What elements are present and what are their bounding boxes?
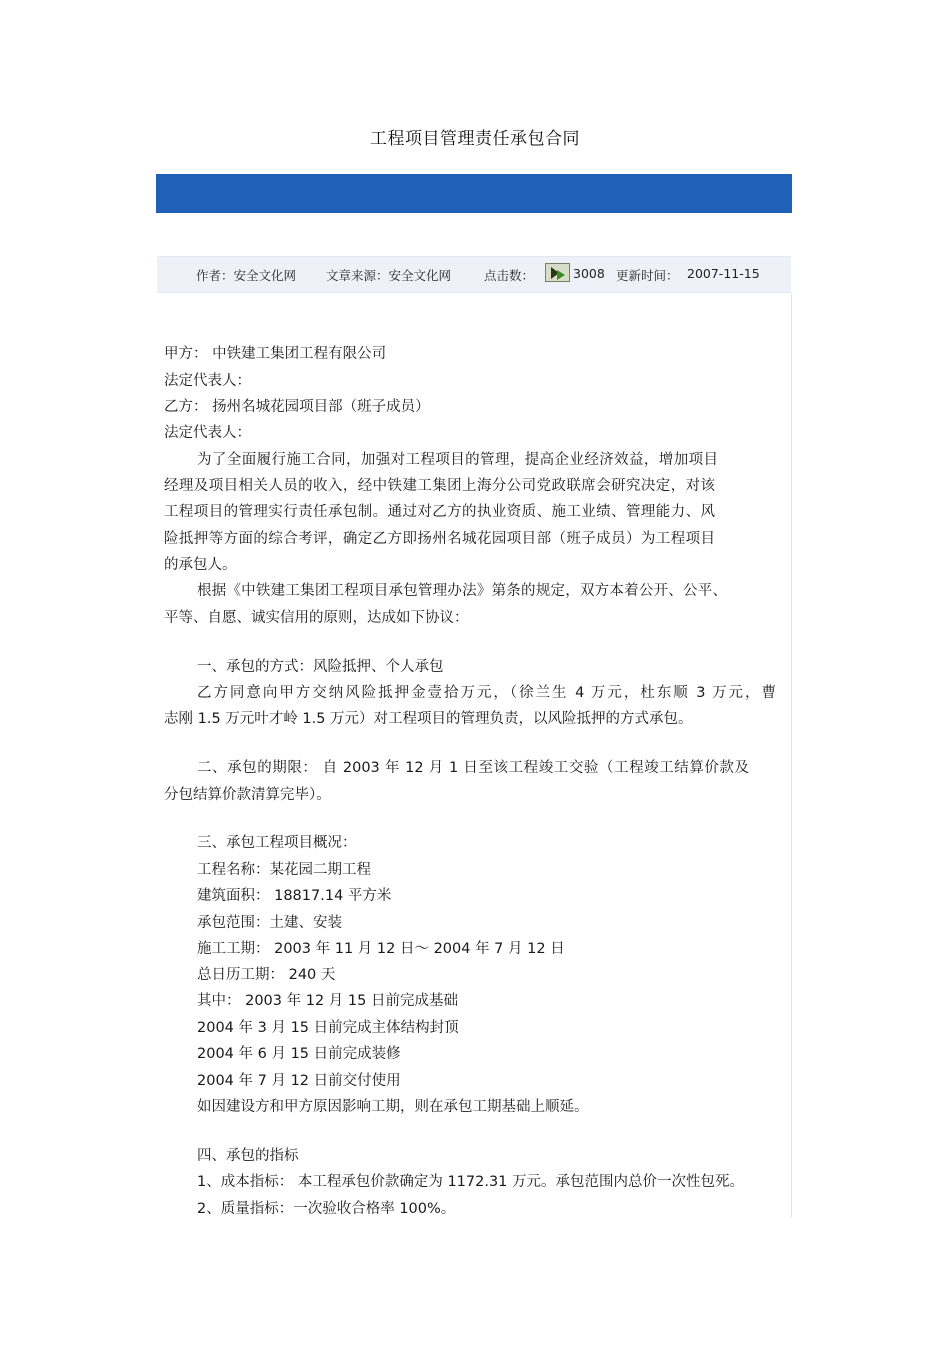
page-title: 工程项目管理责任承包合同: [370, 129, 580, 149]
article-meta-bar: [157, 256, 791, 293]
section-line: 分包结算价款清算完毕）。: [164, 787, 331, 803]
party-a: 甲方： 中铁建工集团工程有限公司: [164, 346, 387, 362]
hits-count: 3008: [573, 266, 605, 281]
intro-line: 的承包人。: [164, 557, 237, 573]
basis-line: 平等、自愿、诚实信用的原则，达成如下协议：: [164, 610, 469, 626]
section-line: 2004 年 6 月 15 日前完成装修: [197, 1046, 401, 1062]
section-line: 其中： 2003 年 12 月 15 日前完成基础: [197, 993, 458, 1009]
section-line: 如因建设方和甲方原因影响工期，则在承包工期基础上顺延。: [197, 1099, 589, 1115]
basis-line: 根据《中铁建工集团工程项目承包管理办法》第条的规定，双方本着公开、公平、: [197, 583, 727, 599]
section-line: 工程名称：某花园二期工程: [197, 862, 371, 878]
intro-line: 险抵押等方面的综合考评，确定乙方即扬州名城花园项目部（班子成员）为工程项目: [164, 531, 715, 547]
party-b: 乙方： 扬州名城花园项目部（班子成员）: [164, 399, 430, 415]
section-line: 施工工期： 2003 年 11 月 12 日～ 2004 年 7 月 12 日: [197, 941, 565, 957]
section-line: 承包范围：土建、安装: [197, 915, 342, 931]
section-line: 1、成本指标： 本工程承包价款确定为 1172.31 万元。承包范围内总价一次性包死。: [197, 1174, 745, 1190]
arrow-icon: [545, 263, 570, 282]
section-line: 乙方同意向甲方交纳风险抵押金壹拾万元，（徐兰生 4 万元，杜东顺 3 万元，曹: [197, 685, 776, 701]
section-line: 二、承包的期限： 自 2003 年 12 月 1 日至该工程竣工交验（工程竣工结算价款及: [197, 760, 749, 776]
header-banner: [156, 174, 792, 213]
section-heading: 三、承包工程项目概况：: [197, 835, 357, 851]
section-line: 2004 年 3 月 15 日前完成主体结构封顶: [197, 1020, 459, 1036]
section-line: 志刚 1.5 万元叶才岭 1.5 万元）对工程项目的管理负责，以风险抵押的方式承包。: [164, 711, 693, 727]
party-a-representative: 法定代表人：: [164, 373, 251, 389]
intro-line: 为了全面履行施工合同，加强对工程项目的管理，提高企业经济效益，增加项目: [197, 452, 718, 468]
section-line: 2、质量指标：一次验收合格率 100%。: [197, 1201, 456, 1217]
intro-line: 工程项目的管理实行责任承包制。通过对乙方的执业资质、施工业绩、管理能力、风: [164, 504, 715, 520]
section-line: 2004 年 7 月 12 日前交付使用: [197, 1073, 401, 1089]
section-line: 建筑面积： 18817.14 平方米: [197, 888, 392, 904]
intro-line: 经理及项目相关人员的收入，经中铁建工集团上海分公司党政联席会研究决定，对该: [164, 478, 715, 494]
updated-date: 2007-11-15: [687, 266, 760, 281]
section-heading: 一、承包的方式：风险抵押、个人承包: [197, 659, 444, 675]
section-heading: 四、承包的指标: [197, 1148, 299, 1164]
party-b-representative: 法定代表人：: [164, 425, 251, 441]
updated-label: 更新时间：: [616, 268, 679, 283]
source-text: 文章来源：安全文化网: [326, 268, 452, 283]
author-text: 作者：安全文化网: [196, 268, 297, 283]
section-line: 总日历工期： 240 天: [197, 967, 336, 983]
content-border: [791, 293, 792, 1218]
hits-label: 点击数：: [484, 268, 535, 283]
